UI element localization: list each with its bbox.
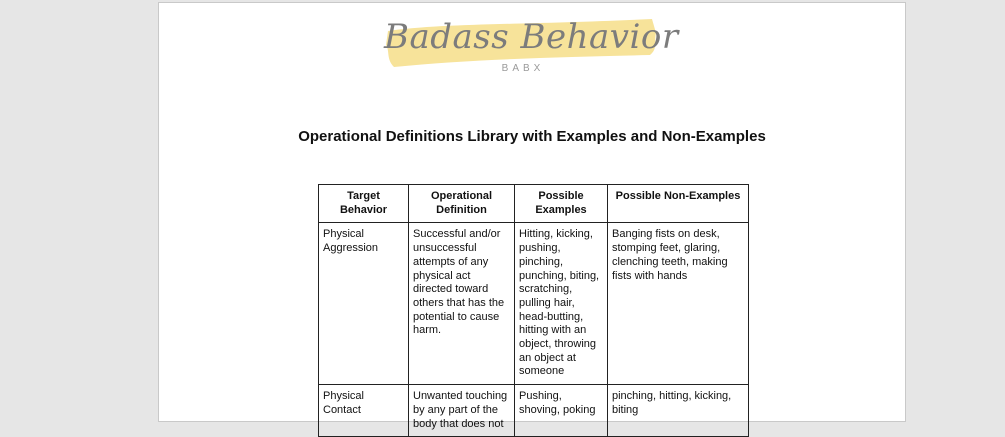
cell-behavior: Physical Contact	[319, 385, 409, 437]
document-title: Operational Definitions Library with Examples and Non-Examples	[298, 128, 766, 145]
cell-examples: Hitting, kicking, pushing, pinching, punching, biting, scratching, pulling hair, head-butting, hitting with an object, throwing an object at someone	[515, 223, 608, 385]
brand-logo	[384, 15, 679, 77]
logo-sub-text: BABX	[501, 63, 545, 74]
header-target-behavior: Target Behavior	[319, 185, 409, 223]
header-possible-examples: Possible Examples	[515, 185, 608, 223]
cell-definition: Unwanted touching by any part of the body that does not	[409, 385, 515, 437]
table-header-row	[319, 185, 749, 223]
logo-script-text: Badass Behavior	[384, 17, 679, 57]
table-row	[319, 385, 749, 437]
header-operational-definition: Operational Definition	[409, 185, 515, 223]
definitions-table	[318, 184, 749, 437]
cell-examples: Pushing, shoving, poking	[515, 385, 608, 437]
cell-non-examples: pinching, hitting, kicking, biting	[608, 385, 749, 437]
header-possible-non-examples: Possible Non-Examples	[608, 185, 749, 223]
cell-definition: Successful and/or unsuccessful attempts of any physical act directed toward others that has the potential to cause harm.	[409, 223, 515, 385]
document-page	[158, 2, 906, 430]
cell-non-examples: Banging fists on desk, stomping feet, glaring, clenching teeth, making fists with hands	[608, 223, 749, 385]
cell-behavior: Physical Aggression	[319, 223, 409, 385]
table-row	[319, 223, 749, 385]
